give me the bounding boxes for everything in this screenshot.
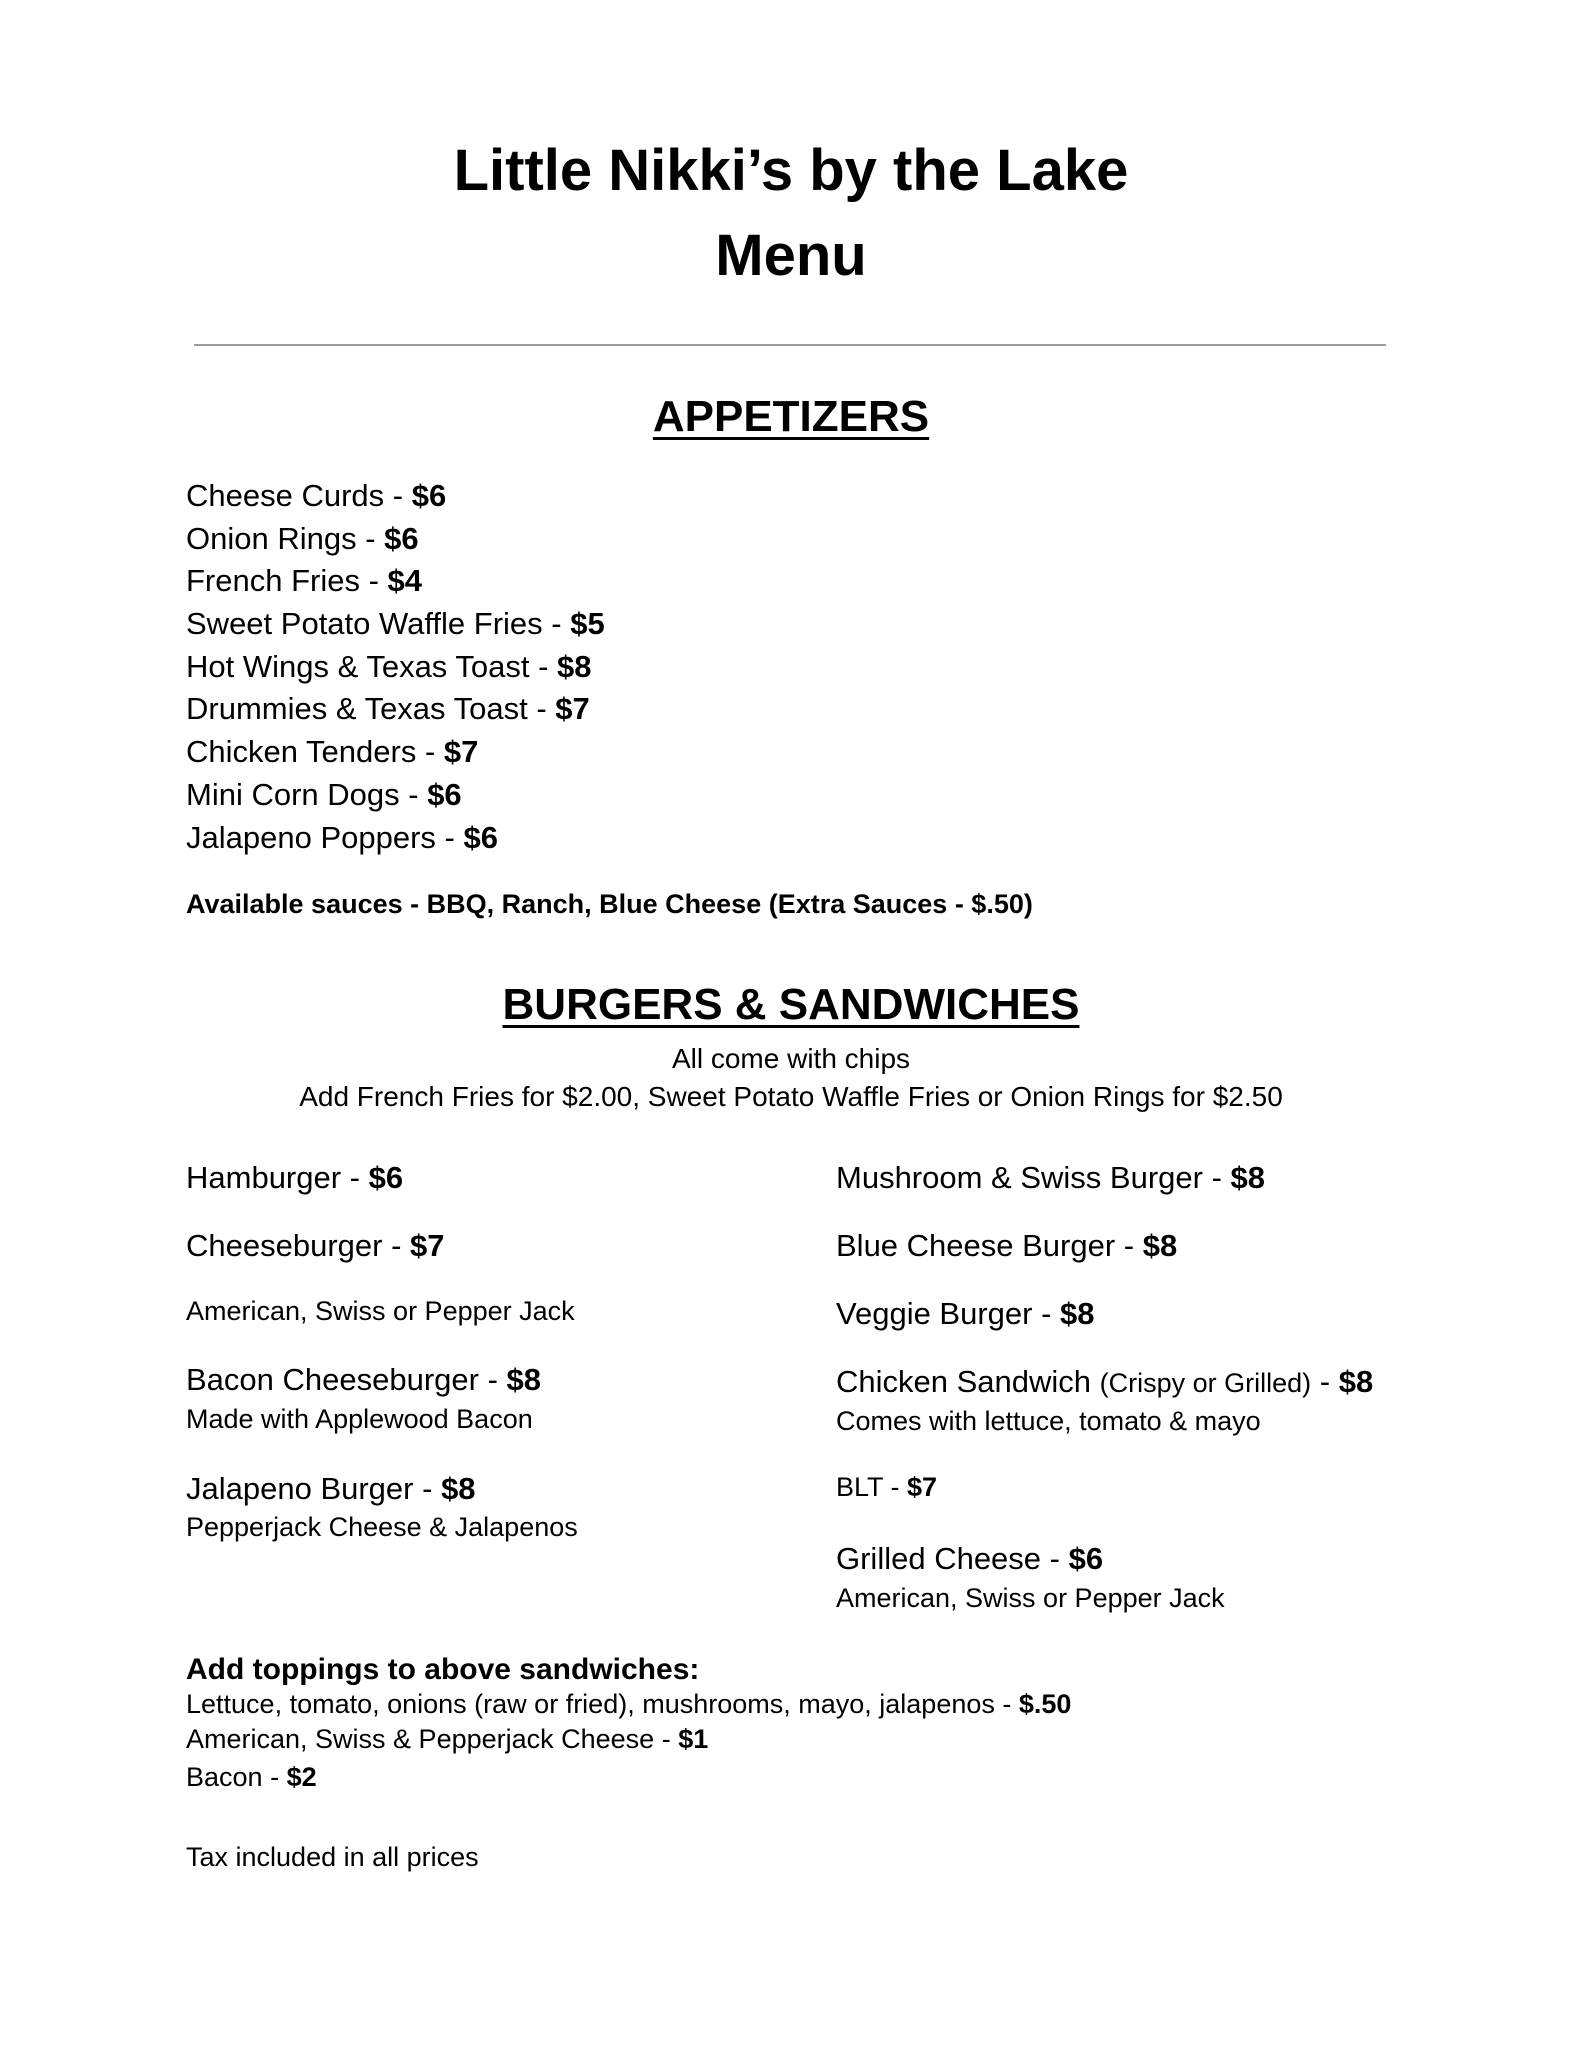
burgers-subtitle-chips: All come with chips — [671, 1043, 911, 1074]
topping-price: $2 — [286, 1762, 317, 1792]
item-price: $8 — [1230, 1160, 1265, 1195]
header-divider — [194, 344, 1386, 346]
item-price: $6 — [411, 478, 447, 513]
topping-line: Bacon - $2 — [186, 1762, 317, 1792]
item-description: Made with Applewood Bacon — [186, 1404, 533, 1434]
sauces-note: Available sauces - BBQ, Ranch, Blue Cheese (Extra Sauces - $.50) — [186, 889, 1033, 919]
item-price: $5 — [570, 606, 605, 642]
item-price: $6 — [427, 776, 462, 812]
item-price: $7 — [410, 1228, 445, 1263]
list-item: Drummies & Texas Toast - $7 — [186, 691, 590, 727]
list-item: Cheese Curds - $6 — [186, 478, 447, 513]
list-item: Sweet Potato Waffle Fries - $5 — [186, 606, 605, 642]
menu-item-bacon-cheeseburger: Bacon Cheeseburger - $8 — [186, 1362, 542, 1397]
item-name: Cheese Curds — [186, 478, 385, 513]
item-name: Hamburger — [186, 1160, 342, 1195]
appetizers-heading: APPETIZERS — [652, 392, 930, 441]
topping-text: Lettuce, tomato, onions (raw or fried), mushrooms, mayo, jalapenos — [186, 1689, 995, 1719]
menu-item-grilled-cheese: Grilled Cheese - $6 — [836, 1541, 1104, 1576]
topping-line: American, Swiss & Pepperjack Cheese - $1 — [186, 1724, 709, 1754]
topping-text: American, Swiss & Pepperjack Cheese — [186, 1724, 655, 1754]
list-item: Onion Rings - $6 — [186, 520, 419, 556]
item-price: $6 — [463, 819, 498, 855]
burgers-heading: BURGERS & SANDWICHES — [502, 980, 1080, 1029]
item-name: Chicken Sandwich — [836, 1364, 1092, 1399]
item-name: French Fries — [186, 563, 360, 599]
item-price: $6 — [384, 520, 419, 556]
item-name: Veggie Burger — [836, 1296, 1033, 1331]
item-name: Bacon Cheeseburger — [186, 1362, 479, 1397]
item-description: Pepperjack Cheese & Jalapenos — [186, 1512, 578, 1542]
menu-item-hamburger: Hamburger - $6 — [186, 1160, 404, 1195]
burgers-subtitle-sides: Add French Fries for $2.00, Sweet Potato Waffle Fries or Onion Rings for $2.50 — [299, 1081, 1283, 1112]
item-price: $4 — [387, 563, 423, 599]
item-price: $8 — [1338, 1364, 1374, 1399]
item-name: Chicken Tenders — [186, 734, 417, 770]
topping-line: Lettuce, tomato, onions (raw or fried), mushrooms, mayo, jalapenos - $.50 — [186, 1689, 1072, 1719]
list-item: French Fries - $4 — [186, 563, 423, 599]
menu-item-jalapeno-burger: Jalapeno Burger - $8 — [186, 1471, 476, 1506]
item-price: $8 — [1060, 1296, 1095, 1331]
list-item: Hot Wings & Texas Toast - $8 — [186, 648, 592, 684]
item-price: $7 — [907, 1472, 938, 1502]
menu-item-veggie-burger: Veggie Burger - $8 — [836, 1296, 1095, 1331]
item-price: $8 — [557, 648, 592, 684]
item-description: American, Swiss or Pepper Jack — [836, 1583, 1225, 1613]
item-price: $6 — [1068, 1541, 1104, 1576]
item-price: $6 — [368, 1160, 404, 1195]
item-price: $7 — [443, 734, 479, 770]
appetizers-list — [186, 480, 605, 864]
item-name: Mushroom & Swiss Burger — [836, 1160, 1203, 1195]
cheese-options: American, Swiss or Pepper Jack — [186, 1296, 575, 1326]
topping-price: $1 — [678, 1724, 709, 1754]
topping-text: Bacon — [186, 1762, 263, 1792]
item-price: $8 — [1142, 1228, 1178, 1263]
menu-title: Menu — [715, 223, 867, 288]
menu-item-blt: BLT - $7 — [836, 1472, 938, 1502]
item-name: Hot Wings & Texas Toast — [186, 648, 530, 684]
menu-item-cheeseburger: Cheeseburger - $7 — [186, 1228, 445, 1263]
restaurant-name: Little Nikki’s by the Lake — [453, 138, 1129, 203]
item-name: Blue Cheese Burger — [836, 1228, 1116, 1263]
item-name: BLT — [836, 1472, 884, 1502]
toppings-heading: Add toppings to above sandwiches: — [186, 1653, 700, 1686]
item-name: Grilled Cheese — [836, 1541, 1042, 1576]
item-name: Sweet Potato Waffle Fries — [186, 606, 543, 642]
item-price: $7 — [555, 691, 590, 727]
tax-note: Tax included in all prices — [186, 1842, 479, 1872]
item-price: $8 — [506, 1362, 542, 1397]
menu-item-chicken-sandwich: Chicken Sandwich (Crispy or Grilled) - $8 — [836, 1364, 1374, 1399]
list-item: Chicken Tenders - $7 — [186, 734, 479, 770]
menu-item-blue-cheese-burger: Blue Cheese Burger - $8 — [836, 1228, 1178, 1263]
item-name: Mini Corn Dogs — [186, 776, 400, 812]
topping-price: $.50 — [1018, 1689, 1072, 1719]
list-item: Jalapeno Poppers - $6 — [186, 819, 498, 855]
item-name: Jalapeno Poppers — [186, 819, 436, 855]
item-name: Jalapeno Burger — [186, 1471, 414, 1506]
item-name: Drummies & Texas Toast — [186, 691, 528, 727]
item-option: (Crispy or Grilled) — [1099, 1368, 1312, 1398]
item-description: Comes with lettuce, tomato & mayo — [836, 1406, 1261, 1436]
list-item: Mini Corn Dogs - $6 — [186, 776, 462, 812]
menu-item-mushroom-swiss-burger: Mushroom & Swiss Burger - $8 — [836, 1160, 1265, 1195]
item-name: Cheeseburger — [186, 1228, 383, 1263]
item-price: $8 — [441, 1471, 476, 1506]
item-name: Onion Rings — [186, 520, 357, 556]
